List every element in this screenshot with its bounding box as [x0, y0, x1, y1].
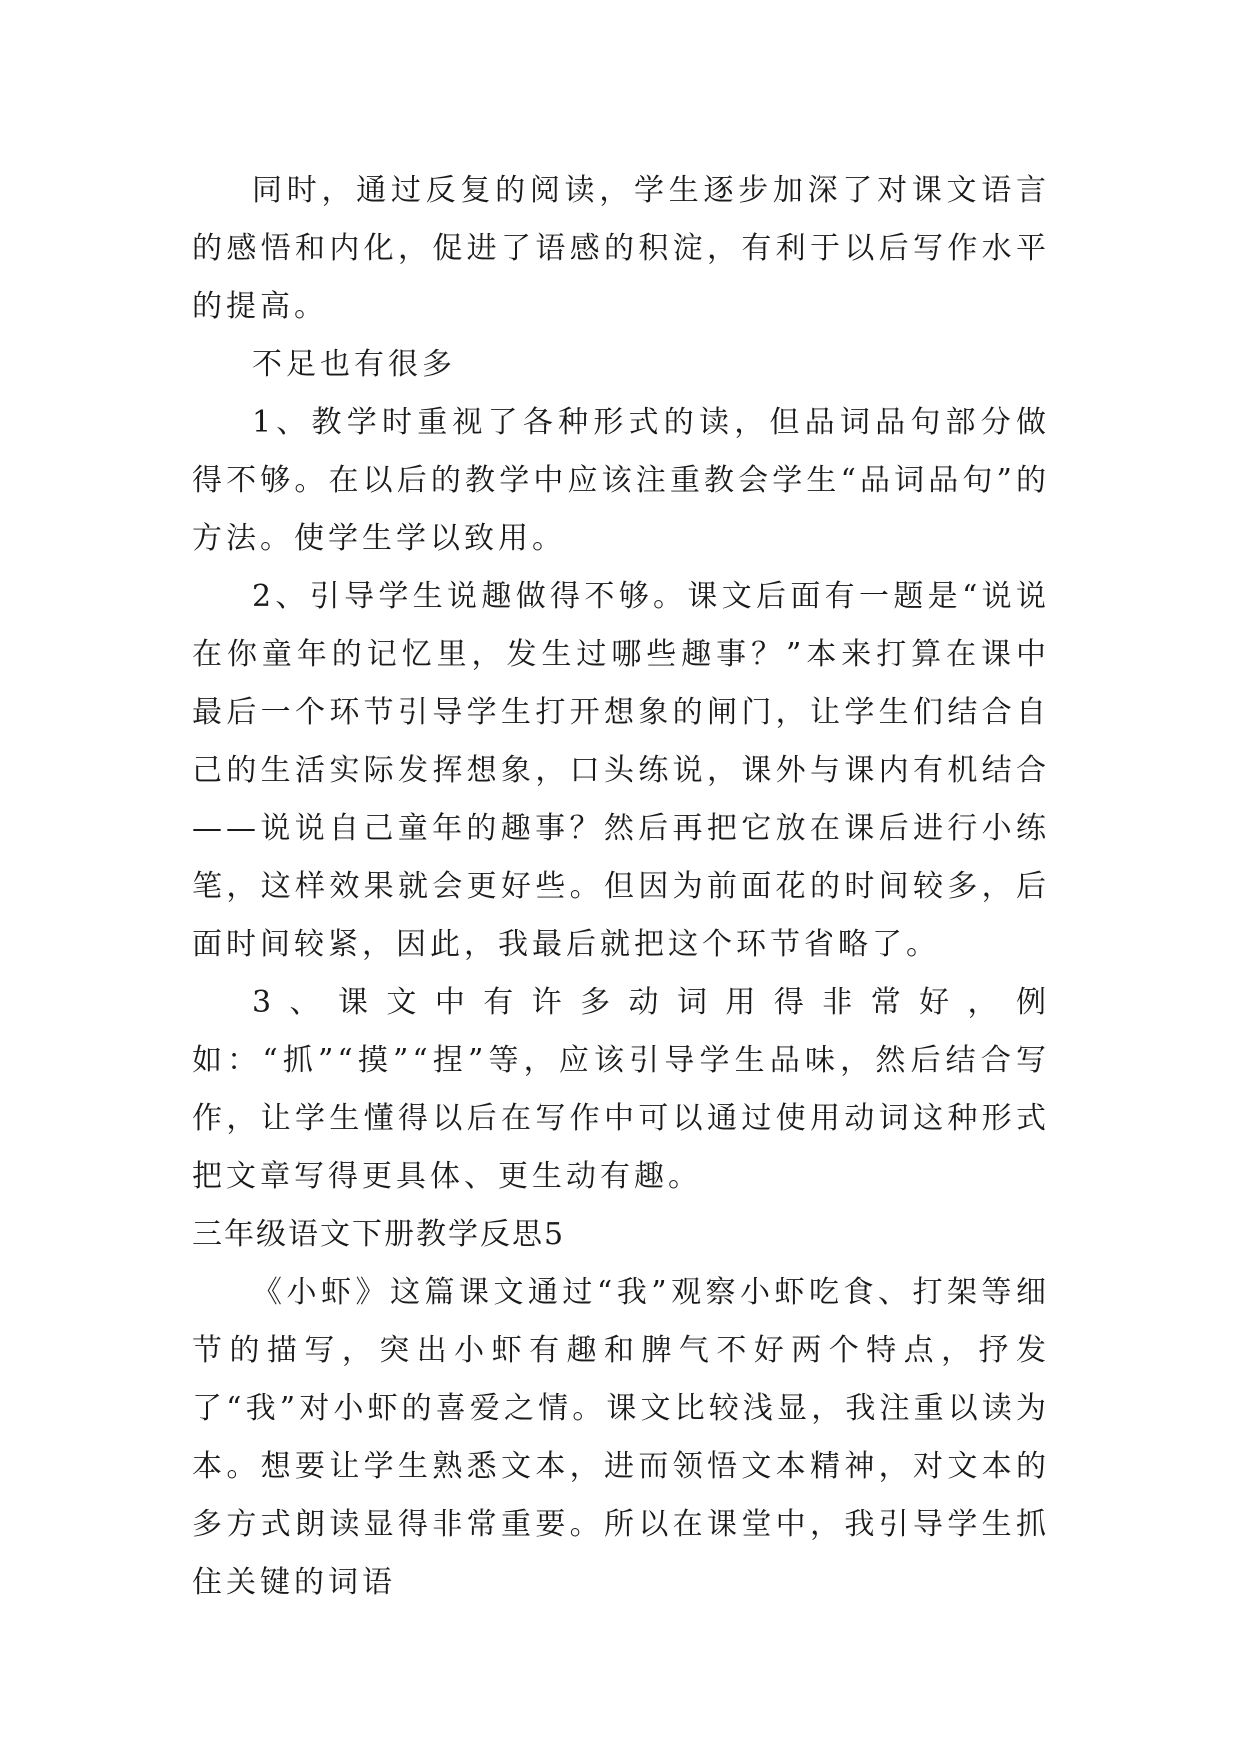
- paragraph-reading-benefit: 同时，通过反复的阅读，学生逐步加深了对课文语言的感悟和内化，促进了语感的积淀，有利于以后写作水平的提高。: [192, 173, 1050, 324]
- document-body: [192, 162, 1050, 1612]
- paragraph-shortcomings-intro: 不足也有很多: [252, 347, 456, 382]
- paragraph-shortcoming-1: 1、教学时重视了各种形式的读，但品词品句部分做得不够。在以后的教学中应该注重教会学生“品词品句”的方法。使学生学以致用。: [192, 405, 1050, 556]
- paragraph-shortcoming-3: 3、课文中有许多动词用得非常好，例如：“抓”“摸”“捏”等，应该引导学生品味，然后结合写作，让学生懂得以后在写作中可以通过使用动词这种形式把文章写得更具体、更生动有趣。: [192, 985, 1050, 1194]
- section-heading: 三年级语文下册教学反思5: [192, 1217, 566, 1252]
- paragraph-shortcoming-2: 2、引导学生说趣做得不够。课文后面有一题是“说说在你童年的记忆里，发生过哪些趣事？”本来打算在课中最后一个环节引导学生打开想象的闸门，让学生们结合自己的生活实际发挥想象，口头练说，课外与课内有机结合——说说自己童年的趣事？然后再把它放在课后进行小练笔，这样效果就会更好些。但因为前面花的时间较多，后面时间较紧，因此，我最后就把这个环节省略了。: [192, 579, 1050, 962]
- paragraph-xiaoxia-intro: 《小虾》这篇课文通过“我”观察小虾吃食、打架等细节的描写，突出小虾有趣和脾气不好两个特点，抒发了“我”对小虾的喜爱之情。课文比较浅显，我注重以读为本。想要让学生熟悉文本，进而领悟文本精神，对文本的多方式朗读显得非常重要。所以在课堂中，我引导学生抓住关键的词语: [192, 1275, 1050, 1600]
